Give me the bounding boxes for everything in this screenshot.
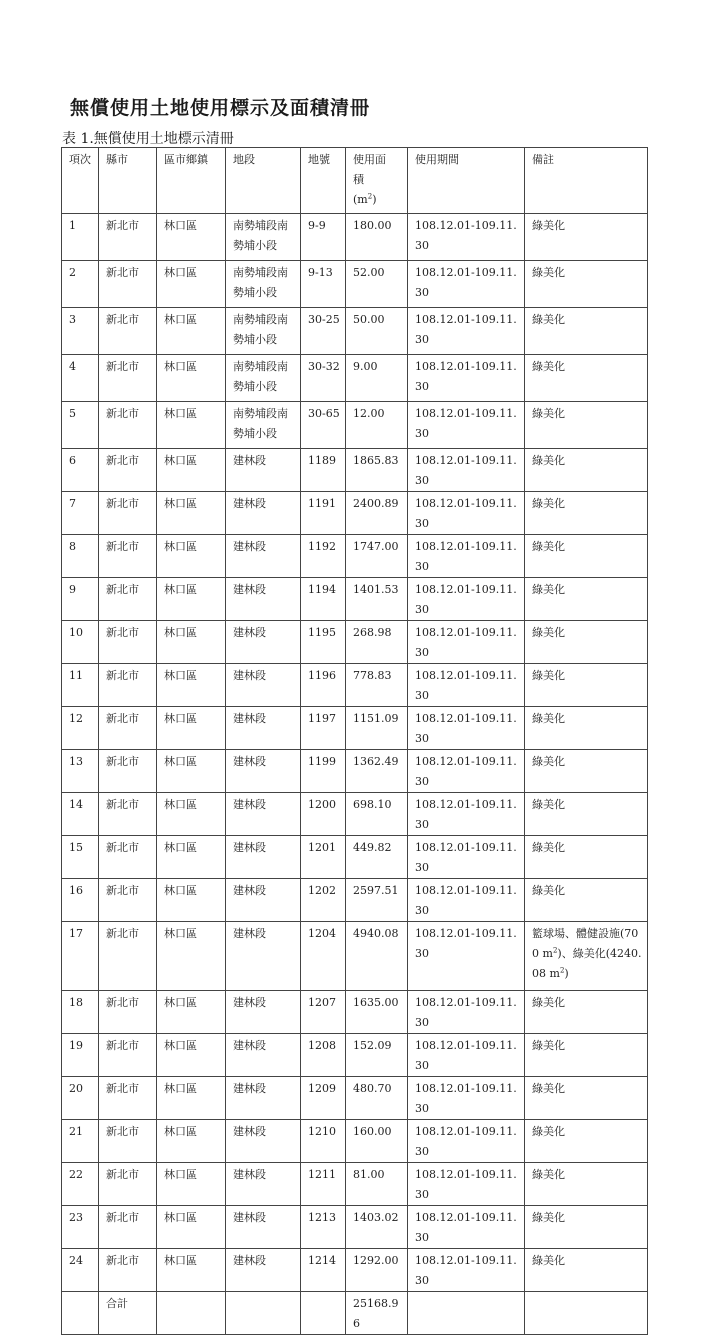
cell-area: 50.00 [346, 308, 408, 355]
cell-index: 14 [62, 793, 99, 836]
table-row [62, 1249, 648, 1292]
table-row [62, 449, 648, 492]
cell-area: 152.09 [346, 1034, 408, 1077]
cell-section: 南勢埔段南勢埔小段 [226, 308, 301, 355]
table-row [62, 621, 648, 664]
table-row [62, 535, 648, 578]
cell-city: 新北市 [99, 535, 157, 578]
cell-index: 3 [62, 308, 99, 355]
cell-lot: 1201 [301, 836, 346, 879]
cell-district: 林口區 [157, 214, 226, 261]
cell-period: 108.12.01-109.11.30 [408, 308, 525, 355]
cell-note: 綠美化 [525, 492, 648, 535]
cell-city: 新北市 [99, 707, 157, 750]
cell-index: 1 [62, 214, 99, 261]
cell-city: 新北市 [99, 308, 157, 355]
cell-index: 7 [62, 492, 99, 535]
cell-lot: 1204 [301, 922, 346, 991]
cell-section: 建林段 [226, 449, 301, 492]
cell-section: 建林段 [226, 879, 301, 922]
cell-city: 新北市 [99, 449, 157, 492]
cell-index: 24 [62, 1249, 99, 1292]
cell-city: 新北市 [99, 1077, 157, 1120]
cell-section: 南勢埔段南勢埔小段 [226, 355, 301, 402]
cell-area: 268.98 [346, 621, 408, 664]
cell-note: 綠美化 [525, 664, 648, 707]
header-area-line1: 使用面 [353, 153, 386, 166]
cell-area: 1401.53 [346, 578, 408, 621]
cell-note: 綠美化 [525, 707, 648, 750]
table-row [62, 991, 648, 1034]
cell-note: 綠美化 [525, 578, 648, 621]
cell-section: 建林段 [226, 1034, 301, 1077]
cell-district: 林口區 [157, 355, 226, 402]
cell-note: 綠美化 [525, 261, 648, 308]
cell-lot: 30-32 [301, 355, 346, 402]
cell-lot: 1192 [301, 535, 346, 578]
table-row [62, 879, 648, 922]
cell-index: 17 [62, 922, 99, 991]
cell-city: 新北市 [99, 750, 157, 793]
cell-index: 21 [62, 1120, 99, 1163]
table-row [62, 750, 648, 793]
cell-lot: 1189 [301, 449, 346, 492]
cell-lot: 1195 [301, 621, 346, 664]
cell-district: 林口區 [157, 707, 226, 750]
cell-period: 108.12.01-109.11.30 [408, 1249, 525, 1292]
cell-area: 698.10 [346, 793, 408, 836]
cell-area: 180.00 [346, 214, 408, 261]
cell-index: 5 [62, 402, 99, 449]
cell-period: 108.12.01-109.11.30 [408, 664, 525, 707]
cell-note: 綠美化 [525, 449, 648, 492]
cell-section: 建林段 [226, 492, 301, 535]
table-row [62, 308, 648, 355]
header-period: 使用期間 [408, 148, 525, 214]
cell-note: 綠美化 [525, 1206, 648, 1249]
cell-city: 新北市 [99, 214, 157, 261]
cell-area: 1747.00 [346, 535, 408, 578]
table-row [62, 261, 648, 308]
table-row [62, 664, 648, 707]
cell-city: 新北市 [99, 1120, 157, 1163]
cell-city: 新北市 [99, 1163, 157, 1206]
cell-note: 綠美化 [525, 1034, 648, 1077]
cell-note: 綠美化 [525, 793, 648, 836]
cell-note: 綠美化 [525, 879, 648, 922]
cell-district: 林口區 [157, 793, 226, 836]
cell-city: 新北市 [99, 1249, 157, 1292]
cell-index: 13 [62, 750, 99, 793]
cell-city: 新北市 [99, 1206, 157, 1249]
cell-period: 108.12.01-109.11.30 [408, 1034, 525, 1077]
cell-index: 8 [62, 535, 99, 578]
cell-lot: 1209 [301, 1077, 346, 1120]
cell-lot: 1191 [301, 492, 346, 535]
cell-district: 林口區 [157, 1163, 226, 1206]
cell-area: 1865.83 [346, 449, 408, 492]
total-row [62, 1292, 648, 1335]
cell-period: 108.12.01-109.11.30 [408, 261, 525, 308]
cell-district: 林口區 [157, 449, 226, 492]
cell-period: 108.12.01-109.11.30 [408, 1163, 525, 1206]
cell-period: 108.12.01-109.11.30 [408, 836, 525, 879]
table-row [62, 492, 648, 535]
cell-index: 19 [62, 1034, 99, 1077]
cell-area: 52.00 [346, 261, 408, 308]
cell-area: 1403.02 [346, 1206, 408, 1249]
cell-district: 林口區 [157, 664, 226, 707]
cell-lot: 1200 [301, 793, 346, 836]
cell-lot: 1211 [301, 1163, 346, 1206]
header-section: 地段 [226, 148, 301, 214]
cell-area: 81.00 [346, 1163, 408, 1206]
cell-section: 南勢埔段南勢埔小段 [226, 214, 301, 261]
cell-area: 160.00 [346, 1120, 408, 1163]
cell-note: 綠美化 [525, 308, 648, 355]
header-area [346, 148, 408, 214]
cell-note: 籃球場、體健設施(700 $m^2$)、綠美化(4240.08 $m^2$) [525, 922, 648, 991]
cell-area: 1635.00 [346, 991, 408, 1034]
cell-note: 綠美化 [525, 750, 648, 793]
cell-period: 108.12.01-109.11.30 [408, 449, 525, 492]
cell-lot: 1210 [301, 1120, 346, 1163]
cell-area: 9.00 [346, 355, 408, 402]
cell-index: 9 [62, 578, 99, 621]
cell-section: 建林段 [226, 578, 301, 621]
cell-area: 1362.49 [346, 750, 408, 793]
header-index: 項次 [62, 148, 99, 214]
cell-lot: 9-13 [301, 261, 346, 308]
cell-index: 20 [62, 1077, 99, 1120]
cell-section: 建林段 [226, 1077, 301, 1120]
cell-note: 綠美化 [525, 1120, 648, 1163]
cell-period: 108.12.01-109.11.30 [408, 1120, 525, 1163]
cell-period: 108.12.01-109.11.30 [408, 922, 525, 991]
cell-district: 林口區 [157, 308, 226, 355]
cell-lot: 1197 [301, 707, 346, 750]
cell-note: 綠美化 [525, 836, 648, 879]
cell-area: 2400.89 [346, 492, 408, 535]
cell-period: 108.12.01-109.11.30 [408, 621, 525, 664]
cell-city: 新北市 [99, 991, 157, 1034]
cell-note: 綠美化 [525, 991, 648, 1034]
cell-period: 108.12.01-109.11.30 [408, 879, 525, 922]
cell-lot: 1194 [301, 578, 346, 621]
cell-note: 綠美化 [525, 214, 648, 261]
cell-period: 108.12.01-109.11.30 [408, 1206, 525, 1249]
header-note: 備註 [525, 148, 648, 214]
cell-lot: 1214 [301, 1249, 346, 1292]
cell-section: 建林段 [226, 535, 301, 578]
cell-period: 108.12.01-109.11.30 [408, 991, 525, 1034]
cell-district: 林口區 [157, 621, 226, 664]
cell-lot: 1208 [301, 1034, 346, 1077]
cell-section: 建林段 [226, 991, 301, 1034]
cell-lot: 1202 [301, 879, 346, 922]
cell-index: 23 [62, 1206, 99, 1249]
table-row [62, 836, 648, 879]
cell-index: 18 [62, 991, 99, 1034]
total-empty-cell [408, 1292, 525, 1335]
cell-index: 11 [62, 664, 99, 707]
cell-city: 新北市 [99, 578, 157, 621]
header-city: 縣市 [99, 148, 157, 214]
header-district: 區市鄉鎮 [157, 148, 226, 214]
cell-note: 綠美化 [525, 1163, 648, 1206]
table-row [62, 793, 648, 836]
table-row [62, 1163, 648, 1206]
cell-district: 林口區 [157, 261, 226, 308]
cell-index: 2 [62, 261, 99, 308]
table-row [62, 402, 648, 449]
cell-period: 108.12.01-109.11.30 [408, 707, 525, 750]
table-row [62, 922, 648, 991]
cell-city: 新北市 [99, 355, 157, 402]
cell-area: 1151.09 [346, 707, 408, 750]
cell-section: 南勢埔段南勢埔小段 [226, 261, 301, 308]
header-area-unit: $(m^2)$ [353, 192, 377, 206]
cell-index: 22 [62, 1163, 99, 1206]
cell-lot: 9-9 [301, 214, 346, 261]
total-label: 合計 [99, 1292, 157, 1335]
cell-lot: 1199 [301, 750, 346, 793]
cell-area: 4940.08 [346, 922, 408, 991]
total-empty-cell [226, 1292, 301, 1335]
cell-lot: 1196 [301, 664, 346, 707]
cell-lot: 30-65 [301, 402, 346, 449]
cell-city: 新北市 [99, 836, 157, 879]
cell-city: 新北市 [99, 1034, 157, 1077]
cell-period: 108.12.01-109.11.30 [408, 750, 525, 793]
cell-lot: 30-25 [301, 308, 346, 355]
cell-index: 15 [62, 836, 99, 879]
cell-index: 10 [62, 621, 99, 664]
cell-area: 12.00 [346, 402, 408, 449]
cell-section: 建林段 [226, 1163, 301, 1206]
table-caption: 表 1.無償使用土地標示清冊 [62, 131, 234, 147]
table-row [62, 1206, 648, 1249]
cell-area: 480.70 [346, 1077, 408, 1120]
cell-district: 林口區 [157, 991, 226, 1034]
total-empty-cell [525, 1292, 648, 1335]
cell-district: 林口區 [157, 402, 226, 449]
cell-city: 新北市 [99, 793, 157, 836]
total-empty-cell [301, 1292, 346, 1335]
cell-section: 建林段 [226, 664, 301, 707]
cell-index: 6 [62, 449, 99, 492]
cell-index: 12 [62, 707, 99, 750]
cell-city: 新北市 [99, 621, 157, 664]
table-row [62, 578, 648, 621]
cell-lot: 1207 [301, 991, 346, 1034]
cell-district: 林口區 [157, 879, 226, 922]
cell-section: 建林段 [226, 922, 301, 991]
cell-index: 16 [62, 879, 99, 922]
table-row [62, 355, 648, 402]
cell-note: 綠美化 [525, 621, 648, 664]
table-header-row [62, 148, 648, 214]
cell-district: 林口區 [157, 1206, 226, 1249]
header-area-line2: 積 [353, 173, 364, 186]
cell-period: 108.12.01-109.11.30 [408, 578, 525, 621]
cell-period: 108.12.01-109.11.30 [408, 402, 525, 449]
cell-district: 林口區 [157, 836, 226, 879]
table-row [62, 1120, 648, 1163]
cell-area: 1292.00 [346, 1249, 408, 1292]
cell-section: 建林段 [226, 1206, 301, 1249]
cell-city: 新北市 [99, 261, 157, 308]
cell-index: 4 [62, 355, 99, 402]
cell-city: 新北市 [99, 664, 157, 707]
cell-section: 建林段 [226, 1249, 301, 1292]
table-row [62, 1077, 648, 1120]
cell-period: 108.12.01-109.11.30 [408, 1077, 525, 1120]
cell-section: 南勢埔段南勢埔小段 [226, 402, 301, 449]
cell-section: 建林段 [226, 836, 301, 879]
cell-lot: 1213 [301, 1206, 346, 1249]
cell-city: 新北市 [99, 492, 157, 535]
total-empty-cell [157, 1292, 226, 1335]
cell-district: 林口區 [157, 578, 226, 621]
cell-city: 新北市 [99, 922, 157, 991]
cell-note: 綠美化 [525, 535, 648, 578]
total-empty-cell [62, 1292, 99, 1335]
cell-period: 108.12.01-109.11.30 [408, 793, 525, 836]
cell-area: 778.83 [346, 664, 408, 707]
table-row [62, 214, 648, 261]
cell-section: 建林段 [226, 707, 301, 750]
total-area: 25168.96 [346, 1292, 408, 1335]
cell-note: 綠美化 [525, 1077, 648, 1120]
cell-area: 2597.51 [346, 879, 408, 922]
cell-city: 新北市 [99, 879, 157, 922]
cell-district: 林口區 [157, 922, 226, 991]
cell-note: 綠美化 [525, 402, 648, 449]
table-row [62, 1034, 648, 1077]
cell-area: 449.82 [346, 836, 408, 879]
cell-city: 新北市 [99, 402, 157, 449]
cell-district: 林口區 [157, 1077, 226, 1120]
cell-period: 108.12.01-109.11.30 [408, 214, 525, 261]
cell-district: 林口區 [157, 1120, 226, 1163]
land-use-table [61, 147, 648, 1335]
cell-note: 綠美化 [525, 355, 648, 402]
cell-period: 108.12.01-109.11.30 [408, 535, 525, 578]
cell-period: 108.12.01-109.11.30 [408, 492, 525, 535]
table-row [62, 707, 648, 750]
cell-period: 108.12.01-109.11.30 [408, 355, 525, 402]
page-title: 無償使用土地使用標示及面積清冊 [70, 97, 371, 119]
cell-district: 林口區 [157, 750, 226, 793]
header-lot: 地號 [301, 148, 346, 214]
cell-district: 林口區 [157, 1249, 226, 1292]
cell-note: 綠美化 [525, 1249, 648, 1292]
cell-section: 建林段 [226, 621, 301, 664]
cell-section: 建林段 [226, 793, 301, 836]
cell-district: 林口區 [157, 492, 226, 535]
cell-section: 建林段 [226, 750, 301, 793]
cell-section: 建林段 [226, 1120, 301, 1163]
cell-district: 林口區 [157, 535, 226, 578]
cell-district: 林口區 [157, 1034, 226, 1077]
